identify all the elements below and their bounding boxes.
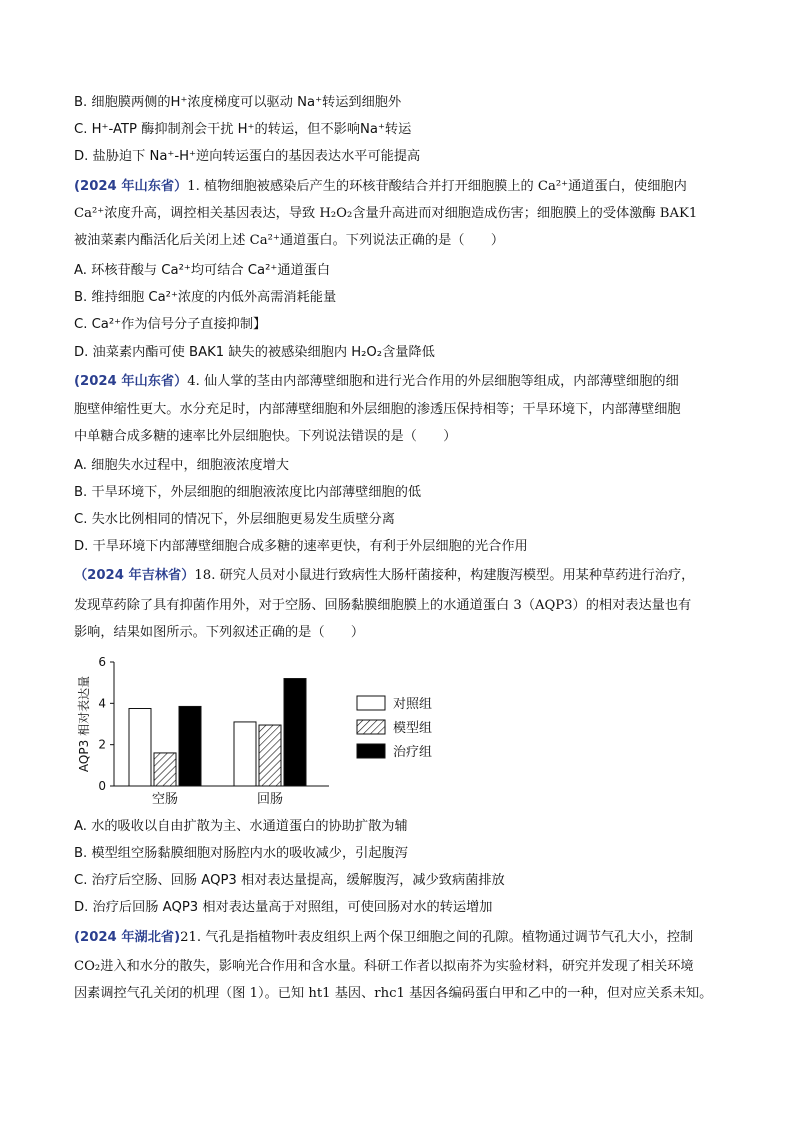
x-category-label: 空肠: [151, 792, 179, 807]
question-18-stem-line: 发现草药除了具有抑菌作用外，对于空肠、回肠黏膜细胞膜上的水通道蛋白 3（AQP3）的相对表达量也有: [74, 598, 692, 613]
y-tick-label: 4: [98, 696, 106, 711]
option-line: D. 盐胁迫下 Na⁺-H⁺逆向转运蛋白的基因表达水平可能提高: [74, 149, 421, 164]
question-18-option-d: D. 治疗后回肠 AQP3 相对表达量高于对照组，可使回肠对水的转运增加: [74, 900, 493, 915]
legend-swatch: [357, 744, 385, 758]
legend-label: 治疗组: [393, 745, 433, 760]
legend-swatch: [357, 720, 385, 734]
bar-hatched: [154, 753, 176, 786]
question-source: (2024 年山东省）: [74, 374, 188, 389]
y-tick-label: 6: [98, 655, 106, 669]
question-4-stem-line: 中单糖合成多糖的速率比外层细胞快。下列说法错误的是（ ）: [74, 429, 457, 444]
bar-white: [129, 709, 151, 787]
question-source: （2024 年吉林省）: [74, 568, 195, 583]
question-21-stem-line: (2024 年湖北省)21. 气孔是指植物叶表皮组织上两个保卫细胞之间的孔隙。植物通过调节气孔大小，控制: [74, 930, 694, 945]
question-1-stem-line: (2024 年山东省）1. 植物细胞被感染后产生的环核苷酸结合并打开细胞膜上的 Ca²⁺通道蛋白，使细胞内: [74, 179, 687, 194]
question-4-stem-line: (2024 年山东省）4. 仙人掌的茎由内部薄壁细胞和进行光合作用的外层细胞等组成，内部薄壁细胞的细: [74, 374, 679, 389]
y-tick-label: 0: [98, 779, 106, 793]
legend-label: 对照组: [393, 697, 433, 712]
y-axis-label: AQP3 相对表达量: [77, 675, 91, 773]
question-1-stem-line: 被油菜素内酯活化后关闭上述 Ca²⁺通道蛋白。下列说法正确的是（ ）: [74, 233, 505, 248]
question-4-option-c: C. 失水比例相同的情况下，外层细胞更易发生质壁分离: [74, 512, 395, 527]
option-line: C. H⁺-ATP 酶抑制剂会干扰 H⁺的转运，但不影响Na⁺转运: [74, 122, 412, 137]
legend-swatch: [357, 696, 385, 710]
question-18-option-c: C. 治疗后空肠、回肠 AQP3 相对表达量提高，缓解腹泻，减少致病菌排放: [74, 873, 505, 888]
question-4-option-b: B. 干旱环境下，外层细胞的细胞液浓度比内部薄壁细胞的低: [74, 485, 422, 500]
question-1-option-b: B. 维持细胞 Ca²⁺浓度的内低外高需消耗能量: [74, 290, 337, 305]
question-4-option-d: D. 干旱环境下内部薄壁细胞合成多糖的速率更快，有利于外层细胞的光合作用: [74, 539, 528, 554]
question-1-option-a: A. 环核苷酸与 Ca²⁺均可结合 Ca²⁺通道蛋白: [74, 263, 331, 278]
bar-white: [234, 722, 256, 786]
bar-black: [179, 706, 201, 786]
aqp3-bar-chart: [74, 648, 454, 810]
y-tick-label: 2: [98, 737, 106, 752]
legend-label: 模型组: [393, 721, 433, 736]
question-source: (2024 年湖北省): [74, 930, 181, 945]
question-18-option-b: B. 模型组空肠黏膜细胞对肠腔内水的吸收减少，引起腹泻: [74, 846, 408, 861]
question-1-option-d: D. 油菜素内酯可使 BAK1 缺失的被感染细胞内 H₂O₂含量降低: [74, 345, 435, 360]
question-4-option-a: A. 细胞失水过程中，细胞液浓度增大: [74, 458, 289, 473]
question-4-stem-line: 胞壁伸缩性更大。水分充足时，内部薄壁细胞和外层细胞的渗透压保持相等；干旱环境下，内部薄壁细胞: [74, 402, 681, 417]
bar-hatched: [259, 725, 281, 786]
question-18-stem-line: （2024 年吉林省）18. 研究人员对小鼠进行致病性大肠杆菌接种，构建腹泻模型。用某种草药进行治疗，: [74, 568, 695, 583]
question-1-option-c: C. Ca²⁺作为信号分子直接抑制】: [74, 317, 267, 332]
question-21-stem-line: 因素调控气孔关闭的机理（图 1）。已知 ht1 基因、rhc1 基因各编码蛋白甲和乙中的一种，但对应关系未知。: [74, 986, 713, 1001]
question-18-stem-line: 影响，结果如图所示。下列叙述正确的是（ ）: [74, 625, 365, 640]
x-category-label: 回肠: [256, 792, 284, 807]
question-1-stem-line: Ca²⁺浓度升高，调控相关基因表达，导致 H₂O₂含量升高进而对细胞造成伤害；细胞膜上的受体激酶 BAK1: [74, 206, 698, 221]
question-18-option-a: A. 水的吸收以自由扩散为主、水通道蛋白的协助扩散为辅: [74, 819, 408, 834]
bar-black: [284, 679, 306, 786]
option-line: B. 细胞膜两侧的H⁺浓度梯度可以驱动 Na⁺转运到细胞外: [74, 95, 402, 110]
question-21-stem-line: CO₂进入和水分的散失，影响光合作用和含水量。科研工作者以拟南芥为实验材料，研究并发现了相关环境: [74, 959, 694, 974]
question-source: (2024 年山东省）: [74, 179, 188, 194]
